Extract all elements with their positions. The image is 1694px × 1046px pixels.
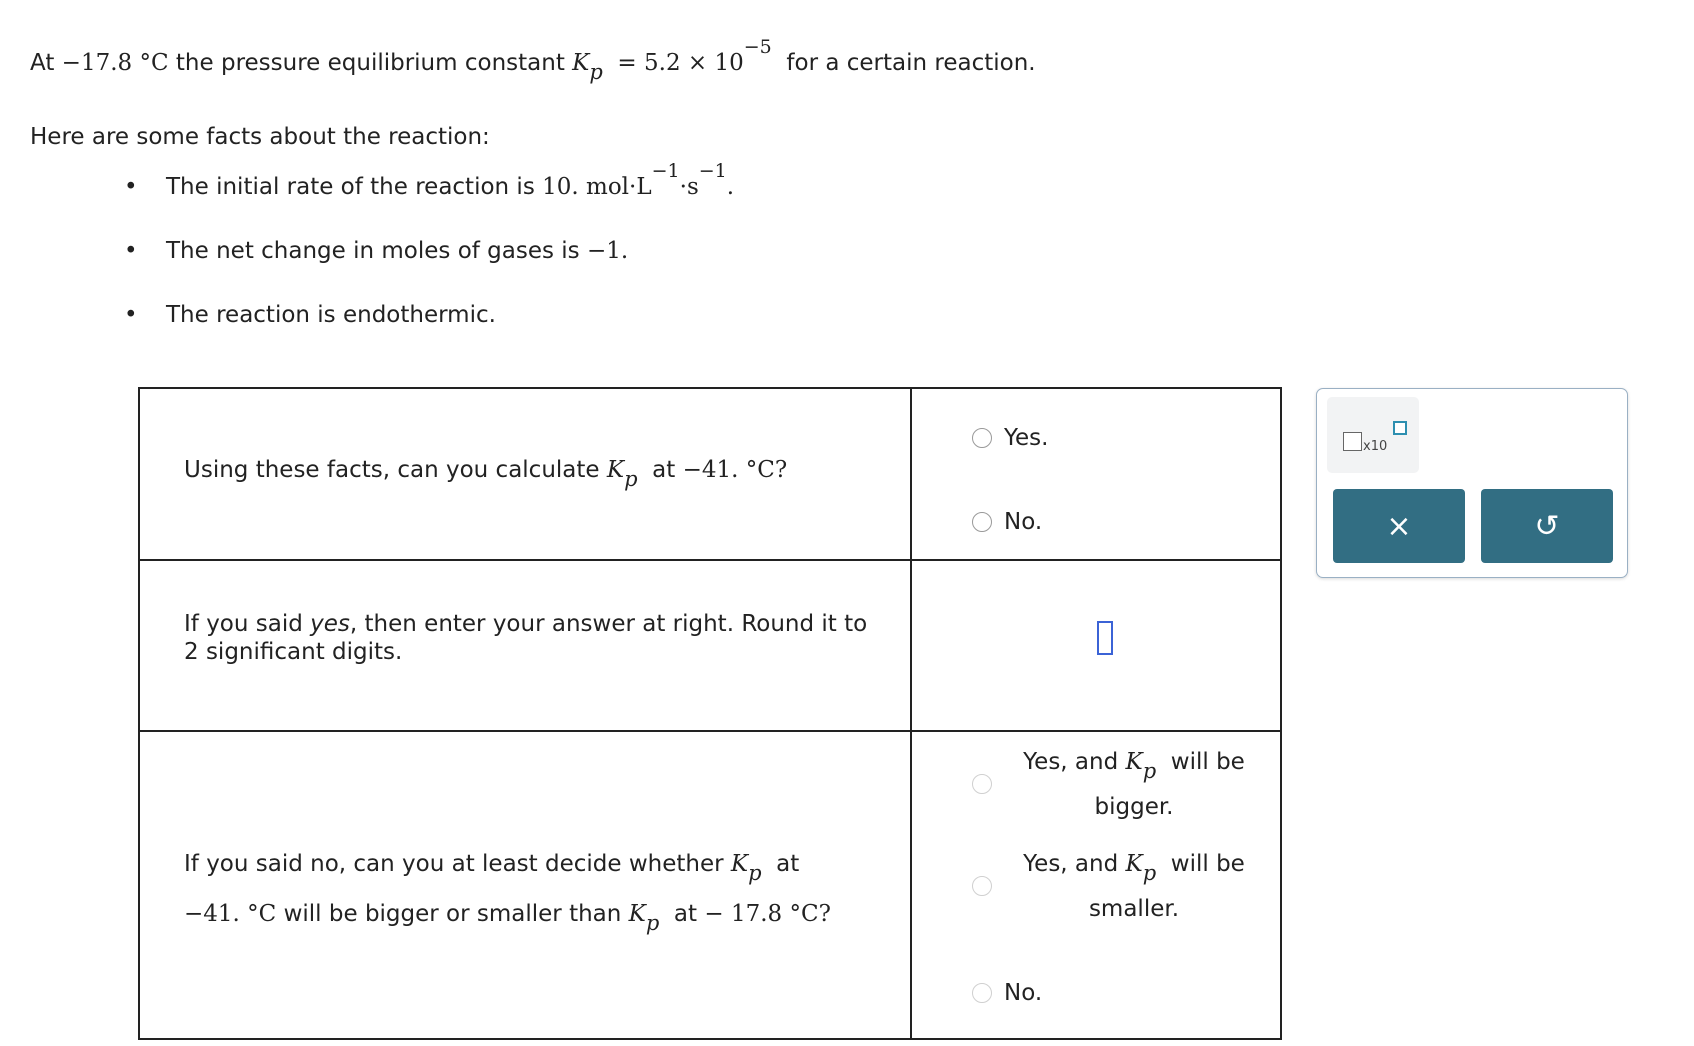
option-smaller[interactable]	[972, 876, 992, 896]
option-bigger[interactable]	[972, 774, 992, 794]
answer-input[interactable]	[1097, 621, 1113, 655]
question-2-cell	[139, 560, 911, 731]
undo-icon: ↺	[1534, 508, 1560, 544]
fact-endothermic-text: The reaction is endothermic.	[166, 302, 496, 328]
q1-temperature: −41.	[682, 457, 739, 483]
option-q3-no-label: No.	[1004, 980, 1043, 1006]
radio-yes[interactable]	[972, 428, 992, 448]
question-1-text	[140, 456, 910, 491]
kp-subscript: p	[589, 60, 603, 84]
kp-subscript: p	[624, 467, 638, 491]
q3-mid: will be bigger or smaller than	[283, 901, 622, 927]
bigger-pre: Yes, and	[1023, 749, 1119, 775]
undo-button[interactable]	[1481, 489, 1613, 563]
kp-exponent: −5	[743, 36, 772, 58]
option-bigger-label	[1004, 740, 1264, 830]
kp-symbol: K	[606, 457, 625, 483]
intro-sentence	[30, 36, 1036, 84]
question-2-text	[140, 610, 910, 666]
bigger-word: bigger.	[1094, 794, 1174, 820]
fact-moles-value: −1	[586, 238, 621, 264]
q2-pre: If you said	[184, 610, 303, 637]
q3-temp-a: −41.	[184, 901, 240, 927]
radio-bigger[interactable]	[972, 774, 992, 794]
x10-label: x10	[1363, 439, 1388, 454]
question-table	[138, 387, 1282, 1040]
clear-button[interactable]	[1333, 489, 1465, 563]
kp-symbol: K	[1125, 749, 1143, 775]
radio-smaller[interactable]	[972, 876, 992, 896]
q3-temp-b: − 17.8	[704, 901, 783, 927]
bigger-post: will be	[1170, 749, 1245, 775]
q2-yes-word: yes	[310, 610, 350, 637]
temperature-value: 17.8	[80, 50, 133, 76]
option-q3-no[interactable]	[972, 980, 1042, 1006]
kp-base: 10	[714, 50, 744, 76]
smaller-post: will be	[1170, 851, 1245, 877]
fact-rate-value: 10. mol·L	[542, 174, 652, 200]
intro-mid-text: the pressure equilibrium constant	[175, 50, 565, 76]
fact-rate-seconds: ·s	[679, 174, 699, 200]
kp-value: = 5.2 ×	[617, 50, 708, 76]
answer-1-cell	[911, 388, 1281, 560]
option-no-label: No.	[1004, 509, 1043, 535]
close-icon: ×	[1386, 508, 1412, 544]
kp-symbol: K	[572, 50, 590, 76]
answer-3-cell	[911, 731, 1281, 1039]
intro-end-text: for a certain reaction.	[786, 50, 1036, 76]
kp-subscript: p	[1142, 861, 1157, 885]
bullet-icon: •	[124, 174, 138, 200]
fact-moles-text: The net change in moles of gases is	[166, 238, 580, 264]
math-tool-panel	[1316, 388, 1628, 578]
option-yes-label: Yes.	[1004, 425, 1049, 451]
q3-at: at	[776, 851, 800, 877]
q2-post: , then enter your answer at right. Round it to	[349, 610, 868, 637]
bullet-icon: •	[124, 238, 138, 264]
kp-symbol: K	[1125, 851, 1143, 877]
q1-pre: Using these facts, can you calculate	[184, 457, 600, 483]
minus-sign: −	[61, 50, 81, 76]
kp-subscript: p	[748, 861, 762, 885]
x10-button[interactable]	[1327, 397, 1419, 473]
exponent-box-icon	[1393, 421, 1407, 435]
fact-rate-exp2: −1	[698, 160, 727, 182]
mantissa-box-icon	[1343, 432, 1362, 451]
option-yes[interactable]	[972, 425, 1048, 451]
q3-degree-b: °C?	[789, 901, 831, 927]
bullet-icon: •	[124, 302, 138, 328]
option-no[interactable]	[972, 509, 1042, 535]
radio-no[interactable]	[972, 512, 992, 532]
fact-rate-text: The initial rate of the reaction is	[166, 174, 535, 200]
q2-line2: 2 significant digits.	[184, 638, 403, 665]
fact-rate-period: .	[726, 174, 735, 200]
kp-subscript: p	[1142, 759, 1157, 783]
q3-degree-a: °C	[247, 901, 277, 927]
q3-pre: If you said no, can you at least decide whether	[184, 851, 724, 877]
question-3-cell	[139, 731, 911, 1039]
answer-2-cell	[911, 560, 1281, 731]
degree-celsius: °C	[139, 50, 169, 76]
fact-rate-exp1: −1	[651, 160, 680, 182]
q3-at2: at	[673, 901, 698, 927]
kp-symbol: K	[628, 901, 646, 927]
q1-at: at	[652, 457, 676, 483]
q1-degree: °C?	[745, 457, 788, 483]
facts-heading: Here are some facts about the reaction:	[30, 124, 490, 150]
kp-subscript: p	[645, 911, 660, 935]
question-3-text	[140, 839, 910, 939]
intro-at: At	[30, 50, 55, 76]
smaller-pre: Yes, and	[1023, 851, 1119, 877]
fact-moles-period: .	[620, 238, 629, 264]
radio-q3-no[interactable]	[972, 983, 992, 1003]
kp-symbol: K	[730, 851, 749, 877]
option-smaller-label	[1004, 842, 1264, 932]
smaller-word: smaller.	[1088, 896, 1180, 922]
question-1-cell	[139, 388, 911, 560]
